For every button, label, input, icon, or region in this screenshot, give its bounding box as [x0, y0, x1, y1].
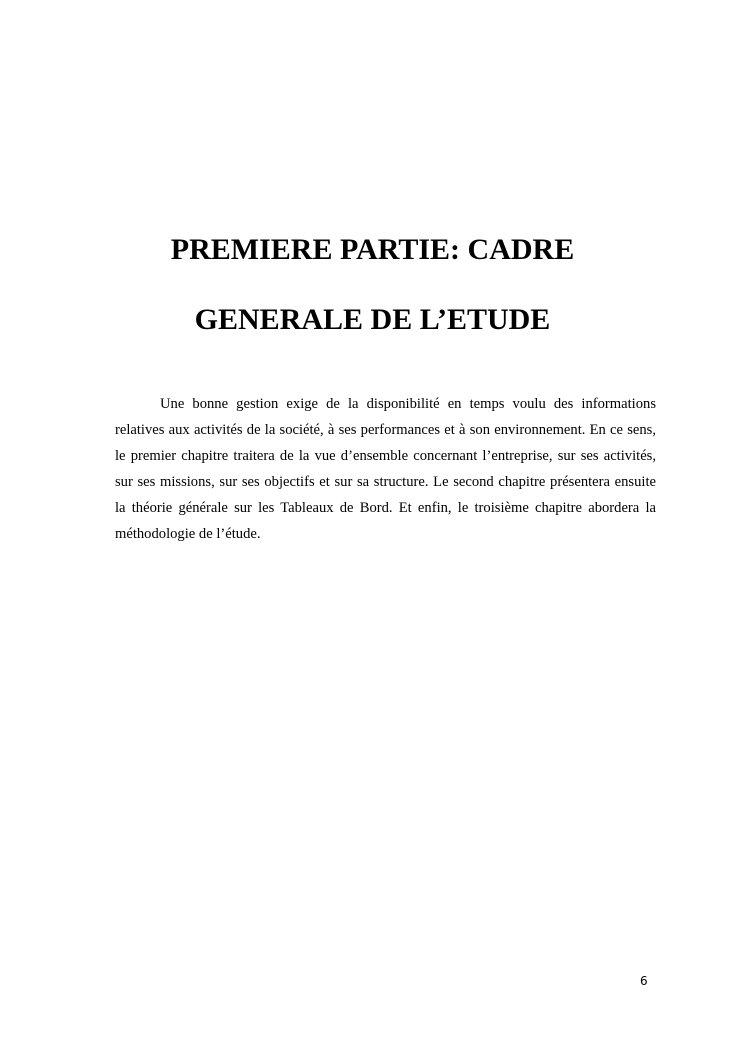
part-title-line-2: GENERALE DE L’ETUDE [194, 303, 551, 336]
intro-paragraph: Une bonne gestion exige de la disponibilité en temps voulu des informations relatives aux activités de la société, à ses performances et à son environnement. En ce sens, le premier chapitre traitera de la vue d’ensemble concernant l’entreprise, sur ses activités, sur ses missions, sur ses objectifs et sur sa structure. Le second chapitre présentera ensuite la théorie générale sur les Tableaux de Bord. Et enfin, le troisième chapitre abordera la méthodologie de l’étude. [115, 396, 656, 542]
page-number: 6 [640, 974, 648, 988]
part-title-line-1: PREMIERE PARTIE: CADRE [170, 233, 575, 266]
